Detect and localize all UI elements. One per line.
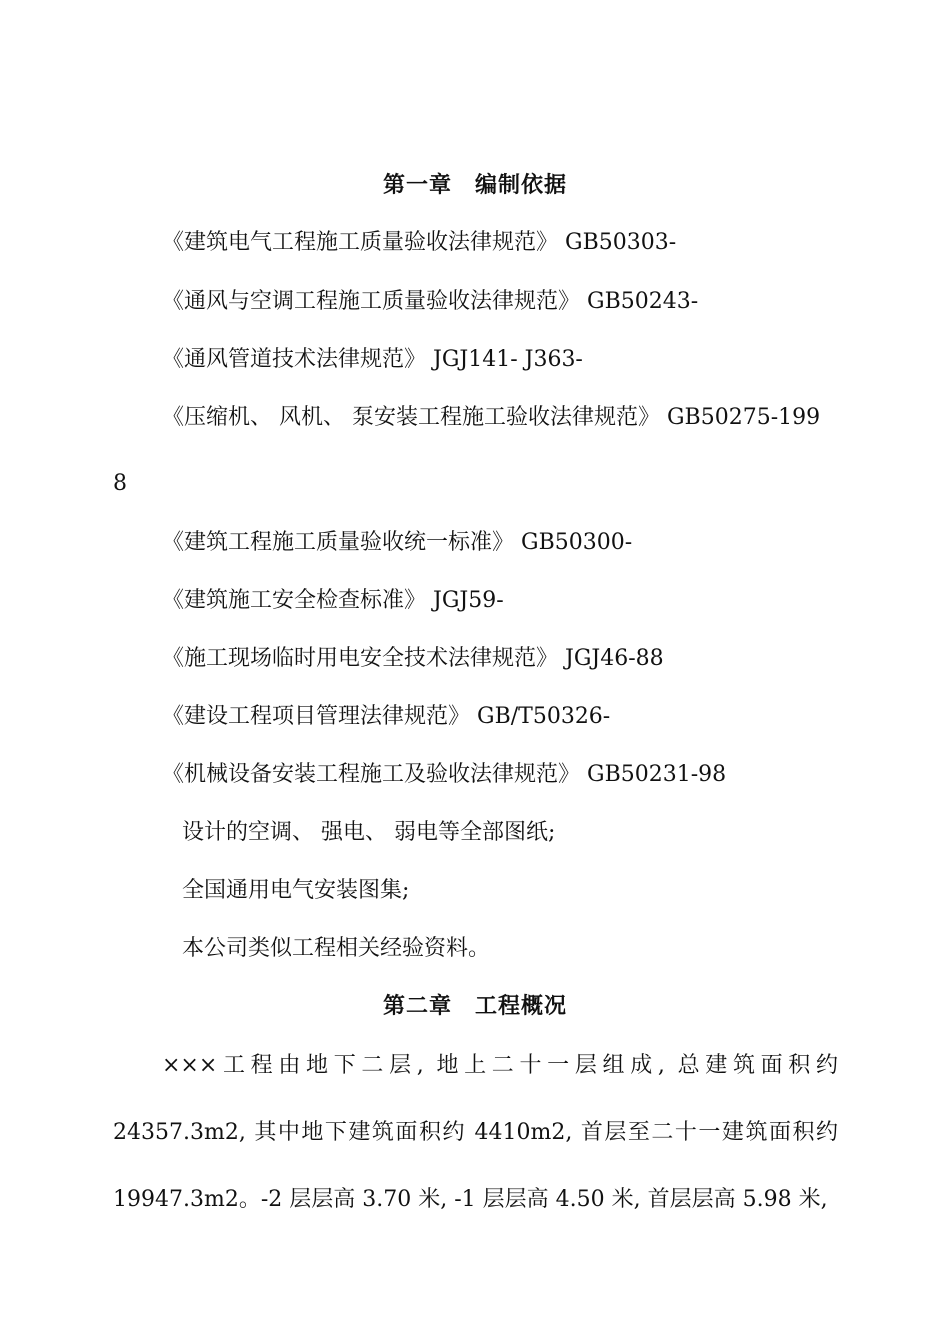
paragraph-line: 19947.3m2。-2 层层高 3.70 米, -1 层层高 4.50 米, 首层层高 5.98 米, [113,1187,828,1212]
reference-item: 《通风与空调工程施工质量验收法律规范》 GB50243- [162,289,699,314]
source-item: 设计的空调、 强电、 弱电等全部图纸; [182,820,556,845]
reference-item-continuation: 8 [113,471,127,496]
chapter-2-title: 第二章 工程概况 [382,994,567,1019]
reference-item: 《压缩机、 风机、 泵安装工程施工验收法律规范》 GB50275-199 [162,405,821,430]
paragraph-line: ×××工程由地下二层, 地上二十一层组成, 总建筑面积约 [162,1053,838,1078]
reference-item: 《建筑施工安全检查标准》 JGJ59- [162,588,504,613]
source-item: 全国通用电气安装图集; [182,878,410,903]
paragraph-line: 24357.3m2, 其中地下建筑面积约 4410m2, 首层至二十一建筑面积约 [113,1120,838,1145]
reference-item: 《建筑电气工程施工质量验收法律规范》 GB50303- [162,230,677,255]
reference-item: 《通风管道技术法律规范》 JGJ141- J363- [162,347,583,372]
reference-item: 《机械设备安装工程施工及验收法律规范》 GB50231-98 [162,762,727,787]
chapter-1-title: 第一章 编制依据 [382,173,567,198]
reference-item: 《建筑工程施工质量验收统一标准》 GB50300- [162,530,633,555]
reference-item: 《建设工程项目管理法律规范》 GB/T50326- [162,704,611,729]
source-item: 本公司类似工程相关经验资料。 [182,936,491,961]
reference-item: 《施工现场临时用电安全技术法律规范》 JGJ46-88 [162,646,664,671]
